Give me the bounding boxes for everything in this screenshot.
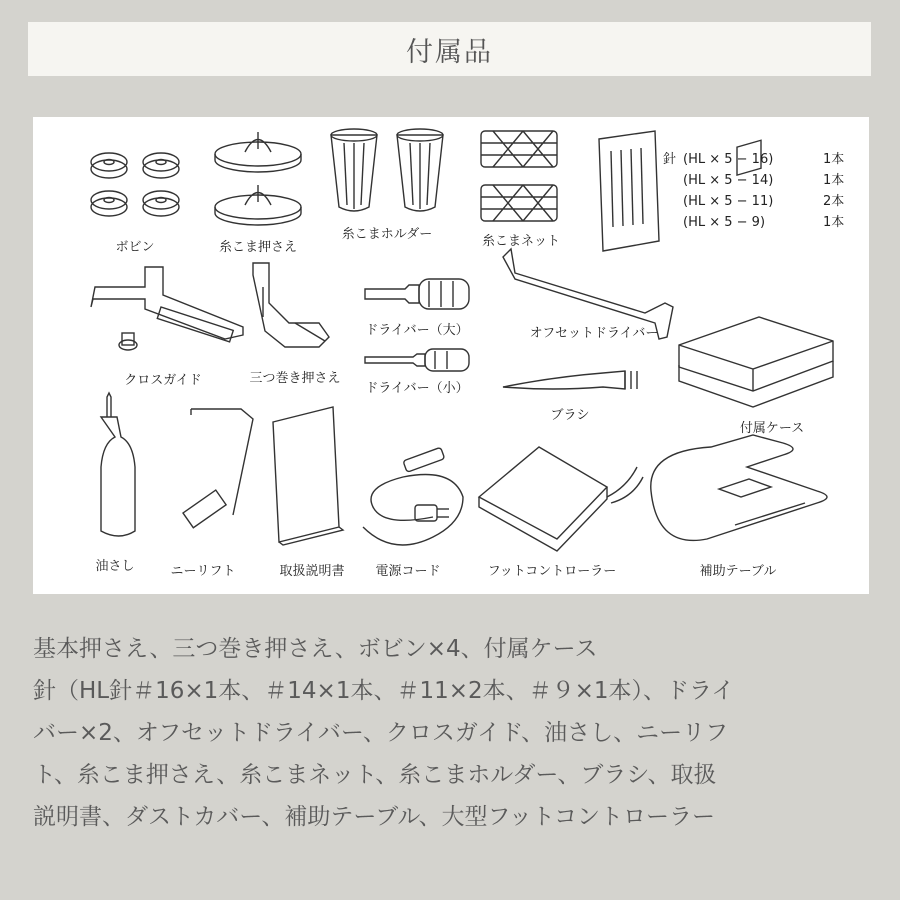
label-case: 付属ケース (739, 421, 805, 436)
description-line: ト、糸こま押さえ、糸こまネット、糸こまホルダー、ブラシ、取扱 (33, 762, 717, 788)
bobbin-icon (91, 153, 179, 216)
power-cord-icon (363, 447, 463, 545)
label-knee-lift: ニーリフト (170, 564, 236, 579)
needle-spec: (HL × 5 − 11) (683, 194, 774, 209)
accessories-description (33, 628, 873, 838)
label-brush: ブラシ (550, 408, 590, 423)
brush-icon (503, 371, 637, 389)
foot-controller-icon (479, 447, 643, 551)
label-driver-large: ドライバー（大） (365, 323, 469, 338)
accessories-panel (33, 117, 869, 594)
needles-label: 針 (663, 152, 677, 167)
label-oiler: 油さし (95, 559, 135, 574)
label-spool-cap: 糸こま押さえ (218, 240, 298, 255)
needle-spec: (HL × 5 − 16) (683, 152, 774, 167)
label-driver-small: ドライバー（小） (365, 381, 469, 396)
driver-small-icon (365, 349, 469, 371)
spool-net-icon (481, 131, 557, 221)
label-spool-holder: 糸こまホルダー (341, 227, 433, 242)
needle-qty: 1本 (823, 152, 845, 167)
page-title: 付属品 (406, 36, 493, 68)
spool-cap-icon (215, 132, 301, 225)
needles-icon (599, 131, 659, 251)
driver-large-icon (365, 279, 469, 309)
label-power-cord: 電源コード (375, 564, 441, 579)
needle-qty: 2本 (823, 194, 845, 209)
needle-spec: (HL × 5 − 14) (683, 173, 774, 188)
description-line: 針（HL針＃16×1本、＃14×1本、＃11×2本、＃９×1本）、ドライ (33, 678, 735, 704)
label-foot-controller: フットコントローラー (487, 564, 617, 579)
label-manual: 取扱説明書 (279, 564, 345, 579)
label-hemmer-foot: 三つ巻き押さえ (249, 371, 341, 386)
description-line: 説明書、ダストカバー、補助テーブル、大型フットコントローラー (33, 804, 715, 830)
description-line: 基本押さえ、三つ巻き押さえ、ボビン×4、付属ケース (33, 636, 598, 662)
spool-holder-icon (331, 129, 443, 211)
manual-icon (273, 407, 343, 545)
oiler-icon (101, 393, 135, 536)
title-bar (28, 22, 871, 76)
extension-table-icon (651, 435, 827, 540)
cloth-guide-icon (91, 267, 243, 350)
label-spool-net: 糸こまネット (481, 234, 561, 249)
label-bobbin: ボビン (115, 240, 155, 255)
label-offset-driver: オフセットドライバー (529, 326, 659, 341)
needle-qty: 1本 (823, 173, 845, 188)
needle-spec: (HL × 5 − 9) (683, 215, 766, 230)
needles-spec-list (663, 149, 844, 233)
label-extension-table: 補助テーブル (699, 564, 777, 579)
knee-lift-icon (183, 409, 253, 528)
needle-qty: 1本 (823, 215, 845, 230)
label-cloth-guide: クロスガイド (124, 373, 202, 388)
description-line: バー×2、オフセットドライバー、クロスガイド、油さし、ニーリフ (33, 720, 729, 746)
hemmer-foot-icon (253, 263, 329, 347)
